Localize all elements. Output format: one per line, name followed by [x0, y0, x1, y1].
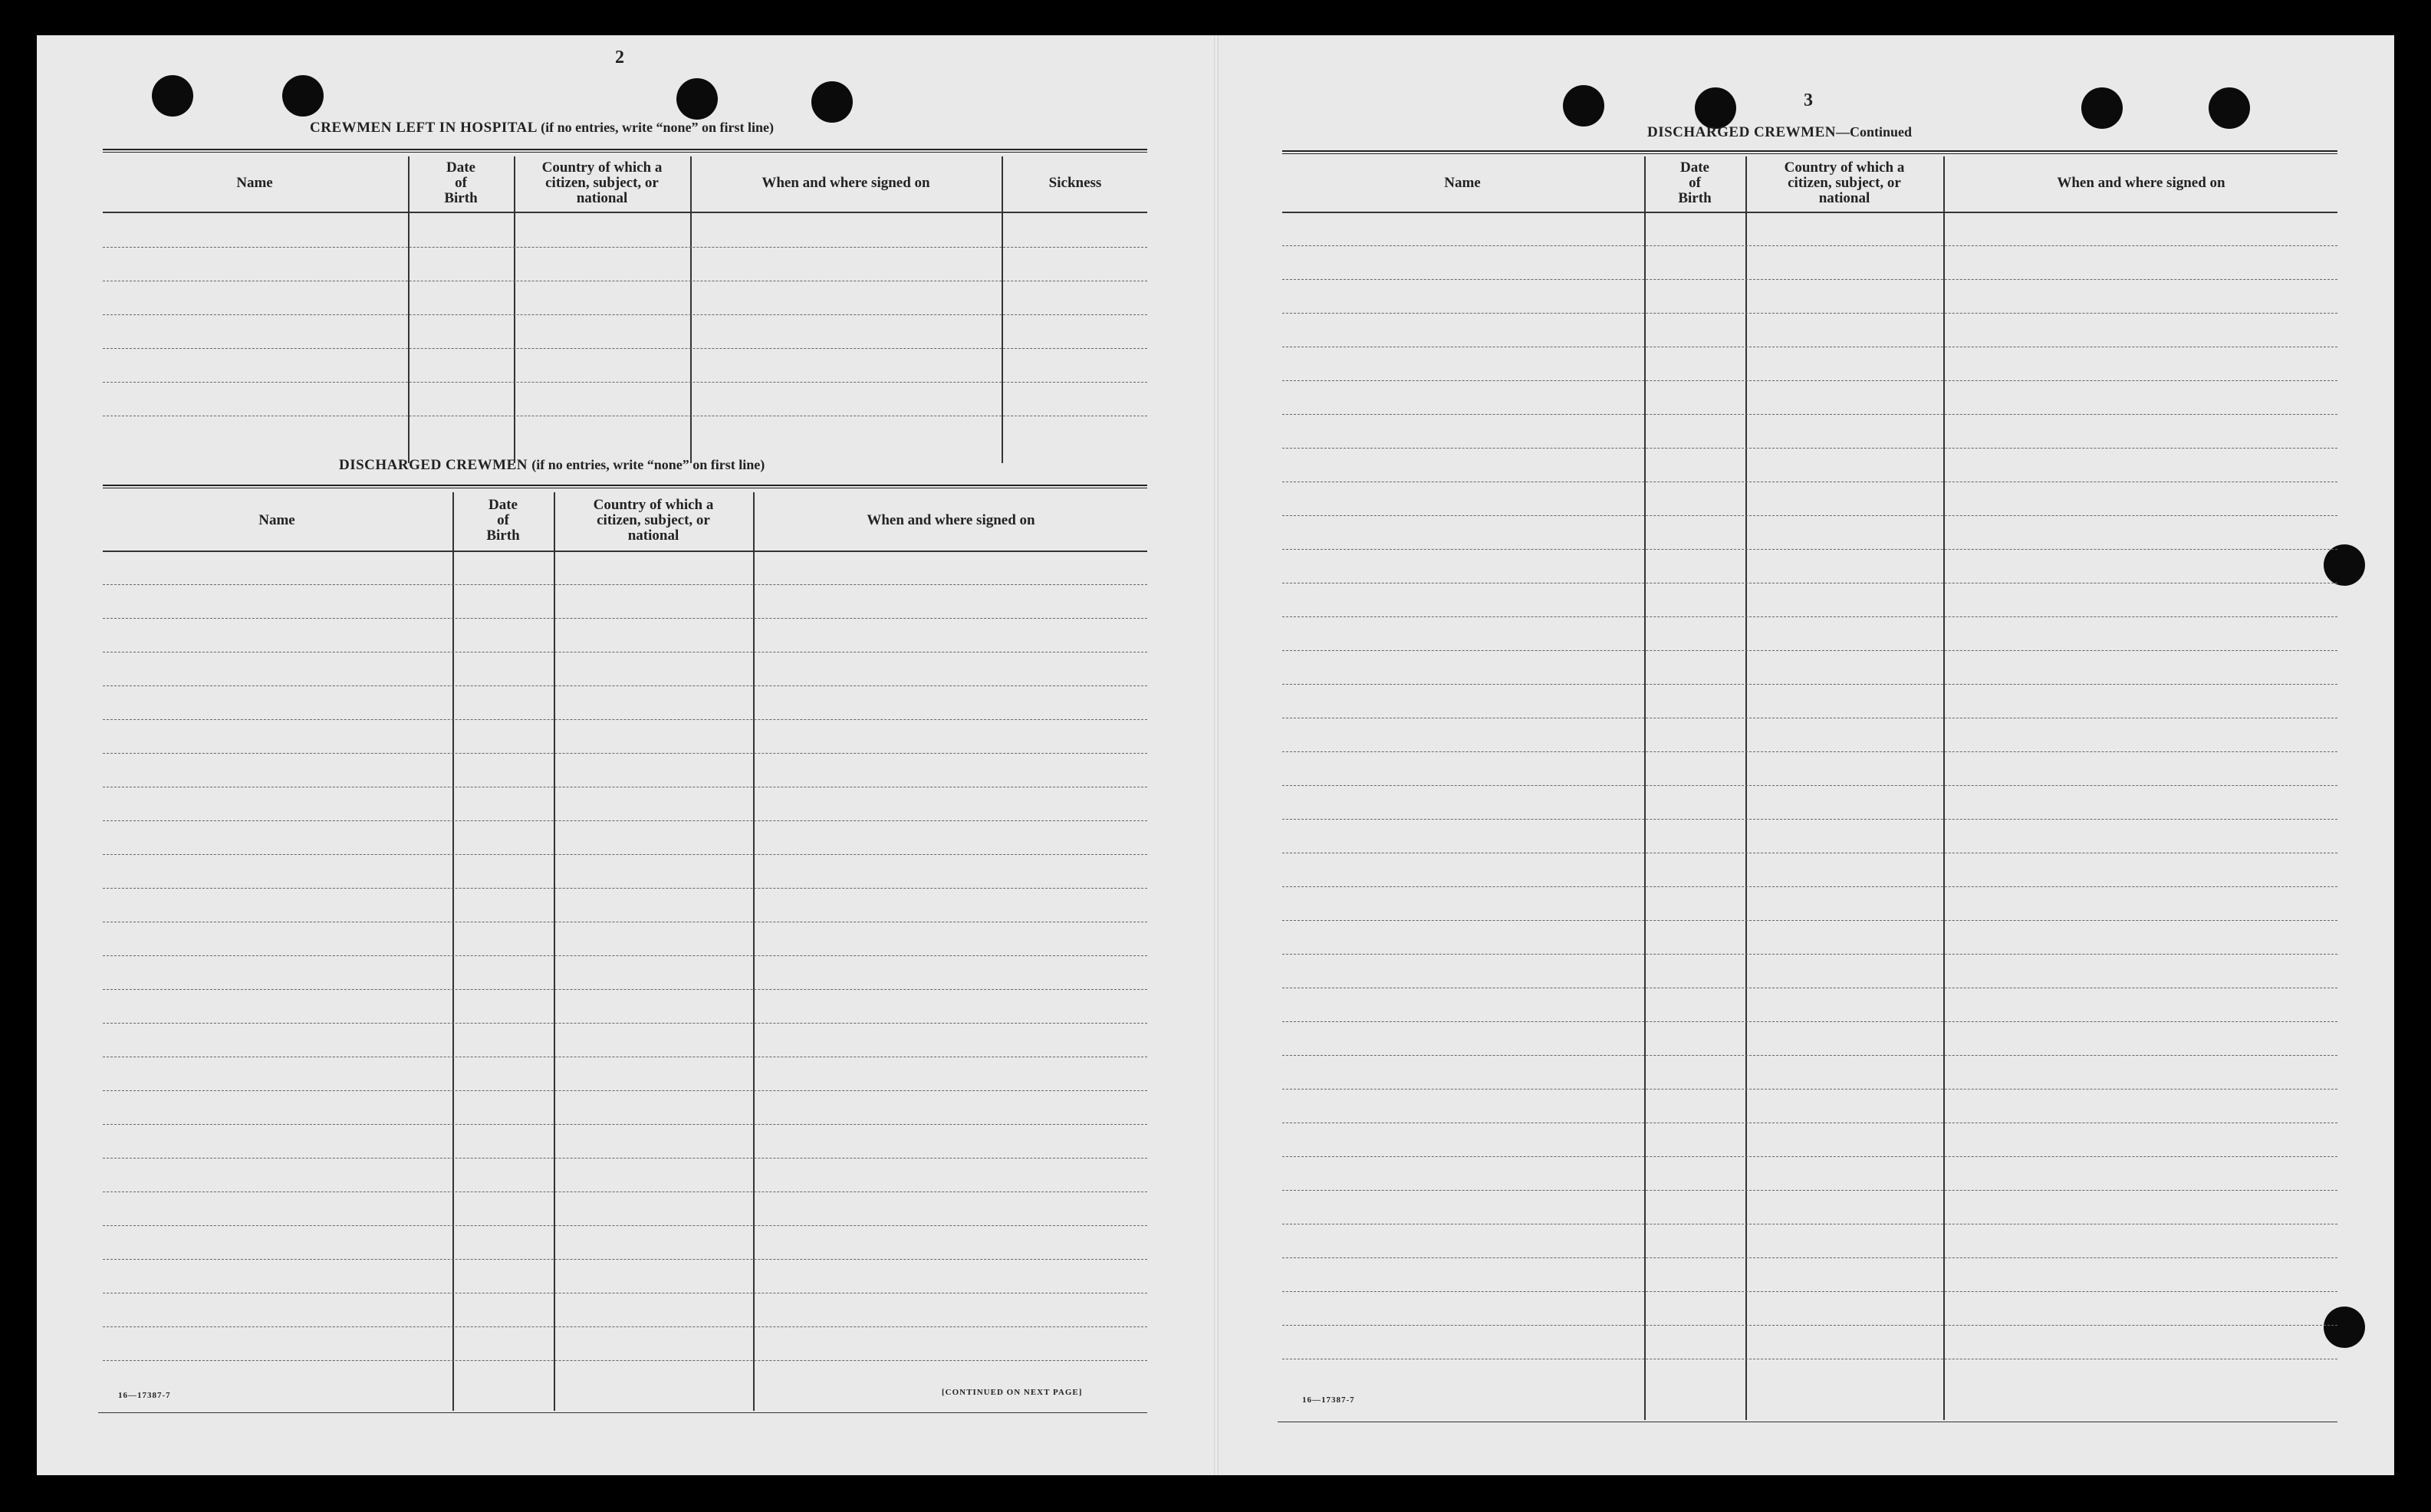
hospital-divider — [690, 156, 692, 463]
ruled-line — [103, 382, 1147, 383]
discharged-header-rule — [103, 551, 1147, 552]
ruled-line — [1282, 1325, 2337, 1326]
hospital-section-title: CREWMEN LEFT IN HOSPITAL (if no entries, write “none” on first line) — [310, 120, 775, 136]
discharged-continued-col-country: Country of which a citizen, subject, or national — [1784, 159, 1905, 206]
form-number-right: 16—17387-7 — [1302, 1395, 1355, 1405]
page-number-left: 2 — [615, 48, 624, 67]
ruled-line — [103, 1158, 1147, 1159]
ruled-line — [1282, 650, 2337, 651]
ruled-line — [103, 618, 1147, 619]
punch-hole — [1563, 85, 1604, 127]
left-bottom-rule — [98, 1412, 1147, 1413]
discharged-continued-col-signed-on: When and where signed on — [2057, 175, 2225, 191]
ruled-line — [103, 989, 1147, 990]
ruled-line — [1282, 1055, 2337, 1056]
ruled-line — [103, 247, 1147, 248]
ruled-line — [103, 719, 1147, 720]
ruled-line — [103, 888, 1147, 889]
discharged-divider — [554, 492, 555, 1411]
ruled-line — [103, 1326, 1147, 1327]
hospital-col-sickness: Sickness — [1048, 175, 1102, 191]
hospital-divider — [514, 156, 515, 463]
hospital-divider — [408, 156, 410, 463]
ruled-line — [1282, 751, 2337, 752]
hospital-col-name: Name — [236, 175, 273, 191]
ruled-line — [1282, 886, 2337, 887]
ruled-line — [103, 1225, 1147, 1226]
hospital-header-rule — [103, 212, 1147, 213]
ruled-line — [103, 314, 1147, 315]
punch-hole — [2324, 1307, 2365, 1348]
ruled-line — [1282, 414, 2337, 415]
punch-hole — [282, 75, 324, 117]
hospital-col-signed-on: When and where signed on — [762, 175, 930, 191]
ruled-line — [1282, 245, 2337, 246]
hospital-top-rule — [103, 149, 1147, 153]
form-number-left: 16—17387-7 — [118, 1391, 171, 1400]
ruled-line — [1282, 819, 2337, 820]
page-fold — [1214, 35, 1219, 1475]
discharged-col-name: Name — [258, 512, 295, 528]
ruled-line — [103, 348, 1147, 349]
ruled-line — [1282, 1156, 2337, 1157]
discharged-col-country: Country of which a citizen, subject, or national — [593, 497, 714, 544]
ruled-line — [103, 1090, 1147, 1091]
hospital-divider — [1002, 156, 1003, 463]
discharged-section-title: DISCHARGED CREWMEN (if no entries, write “none” on first line) — [339, 457, 765, 473]
ruled-line — [1282, 515, 2337, 516]
ruled-line — [1282, 380, 2337, 381]
ruled-line — [1282, 616, 2337, 617]
document-sheet — [37, 35, 2394, 1475]
punch-hole — [2324, 544, 2365, 586]
ruled-line — [1282, 954, 2337, 955]
discharged-col-dob: Date of Birth — [486, 497, 520, 544]
discharged-col-signed-on: When and where signed on — [867, 512, 1035, 528]
ruled-line — [103, 1023, 1147, 1024]
ruled-line — [1282, 1089, 2337, 1090]
ruled-line — [103, 1259, 1147, 1260]
discharged-continued-top-rule — [1282, 150, 2337, 154]
punch-hole — [2209, 87, 2250, 129]
ruled-line — [1282, 313, 2337, 314]
hospital-col-dob: Date of Birth — [444, 159, 478, 206]
discharged-continued-col-name: Name — [1444, 175, 1481, 191]
punch-hole — [676, 78, 718, 120]
discharged-continued-title: DISCHARGED CREWMEN—Continued — [1647, 124, 1913, 140]
discharged-divider — [452, 492, 454, 1411]
ruled-line — [103, 685, 1147, 686]
ruled-line — [103, 584, 1147, 585]
ruled-line — [103, 955, 1147, 956]
continued-note: [CONTINUED ON NEXT PAGE] — [942, 1388, 1083, 1397]
discharged-top-rule — [103, 485, 1147, 488]
ruled-line — [1282, 1257, 2337, 1258]
ruled-line — [1282, 1122, 2337, 1123]
punch-hole — [152, 75, 193, 117]
ruled-line — [1282, 448, 2337, 449]
ruled-line — [1282, 1021, 2337, 1022]
ruled-line — [1282, 1190, 2337, 1191]
discharged-continued-col-dob: Date of Birth — [1678, 159, 1712, 206]
discharged-divider — [753, 492, 755, 1411]
ruled-line — [1282, 279, 2337, 280]
punch-hole — [1695, 87, 1736, 129]
hospital-col-country: Country of which a citizen, subject, or national — [541, 159, 663, 206]
ruled-line — [1282, 1291, 2337, 1292]
ruled-line — [1282, 549, 2337, 550]
ruled-line — [103, 753, 1147, 754]
ruled-line — [103, 1124, 1147, 1125]
page-number-right: 3 — [1804, 90, 1813, 110]
discharged-continued-header-rule — [1282, 212, 2337, 213]
punch-hole — [811, 81, 853, 123]
ruled-line — [103, 1360, 1147, 1361]
ruled-line — [103, 854, 1147, 855]
ruled-line — [1282, 684, 2337, 685]
punch-hole — [2081, 87, 2123, 129]
ruled-line — [103, 820, 1147, 821]
ruled-line — [1282, 920, 2337, 921]
ruled-line — [1282, 785, 2337, 786]
